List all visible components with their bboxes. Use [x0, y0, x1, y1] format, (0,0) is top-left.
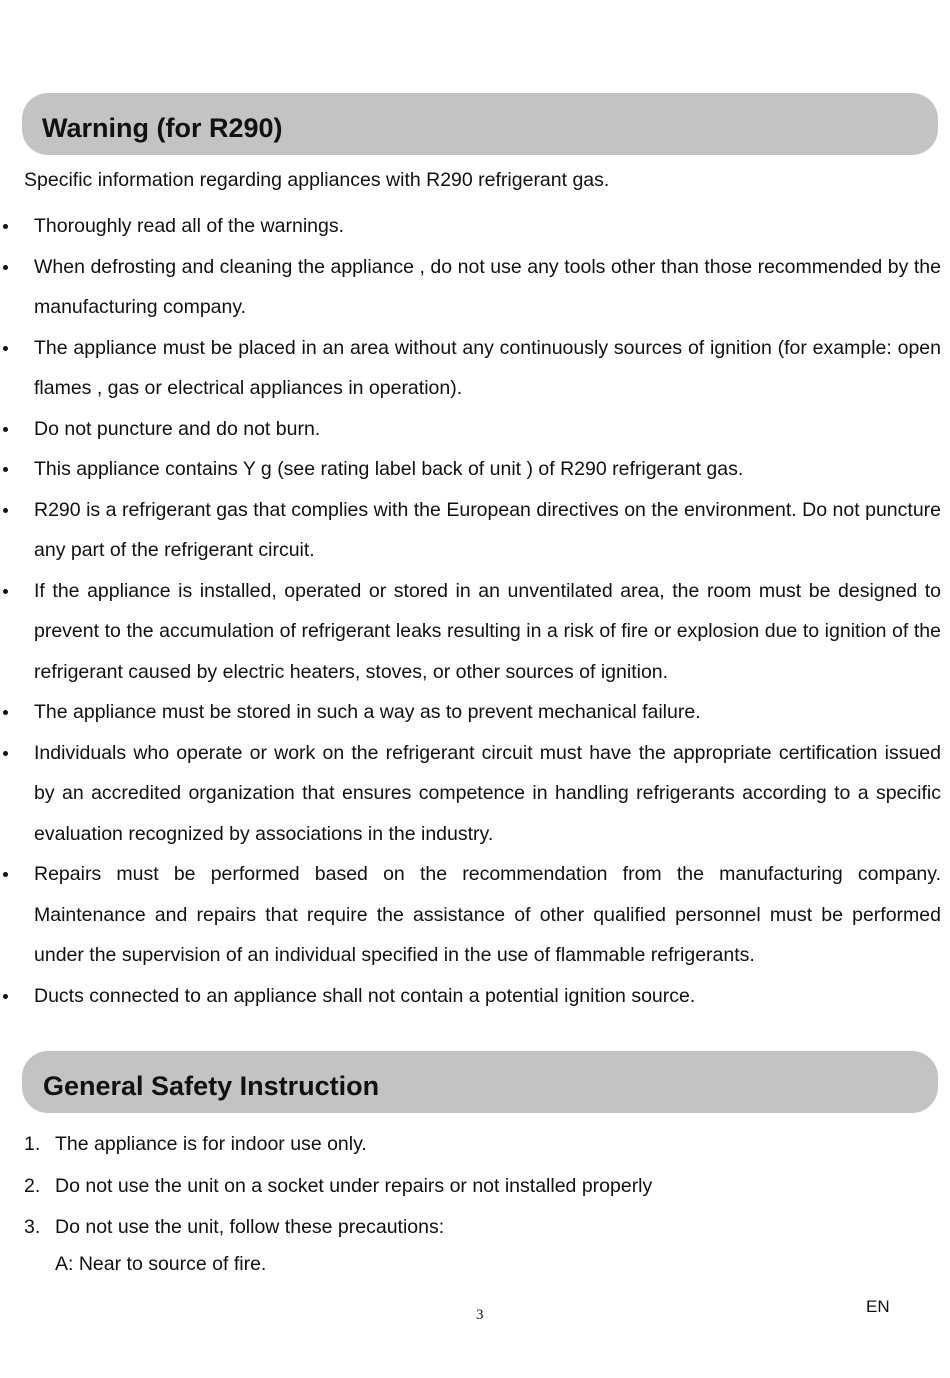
bullet-icon	[3, 751, 8, 756]
warning-item	[0, 449, 941, 490]
safety-item-text: The appliance is for indoor use only.	[55, 1133, 367, 1155]
warning-item-text: The appliance must be stored in such a way as to prevent mechanical failure.	[34, 701, 701, 723]
bullet-icon	[3, 589, 8, 594]
warning-item-text: Thoroughly read all of the warnings.	[34, 215, 345, 237]
bullet-icon	[3, 872, 8, 877]
safety-list	[0, 1124, 950, 1249]
warning-item	[0, 854, 941, 976]
safety-section-title: General Safety Instruction	[43, 1071, 380, 1101]
bullet-icon	[3, 508, 8, 513]
warning-item	[0, 976, 941, 1017]
warning-item	[0, 692, 941, 733]
bullet-icon	[3, 427, 8, 432]
warning-item-text: Ducts connected to an appliance shall not contain a potential ignition source.	[34, 984, 696, 1007]
bullet-icon	[3, 710, 8, 715]
warning-item	[0, 247, 941, 328]
safety-item	[0, 1166, 950, 1208]
warning-item	[0, 206, 941, 247]
warning-item	[0, 571, 941, 693]
warning-item-text: Individuals who operate or work on the refrigerant circuit must have the appropriate certification issued by an accredited organization that ensures competence in handling refrigerants according to a specific evaluation recognized by associations in the industry.	[34, 741, 941, 845]
warning-item-text: R290 is a refrigerant gas that complies with the European directives on the environment. Do not puncture any part of the refrigerant circuit.	[34, 498, 941, 561]
bullet-icon	[3, 224, 8, 229]
warning-item	[0, 733, 941, 855]
warning-item	[0, 490, 941, 571]
warning-item-text: If the appliance is installed, operated or stored in an unventilated area, the room must be designed to prevent to the accumulation of refrigerant leaks resulting in a risk of fire or explosion due to ignition of the refrigerant caused by electric heaters, stoves, or other sources of ignition.	[34, 579, 941, 683]
safety-item	[0, 1207, 950, 1249]
warning-item-text: The appliance must be placed in an area without any continuously sources of ignition (for example: open flames , gas or electrical appliances in operation).	[34, 336, 941, 399]
safety-section-header	[22, 1051, 938, 1113]
item-number: 2.	[24, 1174, 41, 1197]
page-number: 3	[476, 1307, 484, 1323]
warning-section-header	[22, 93, 938, 155]
bullet-icon	[3, 265, 8, 270]
safety-item-text: Do not use the unit, follow these precautions:	[55, 1216, 445, 1238]
warning-item	[0, 409, 941, 450]
item-number: 1.	[24, 1133, 41, 1155]
warning-list	[0, 206, 950, 1016]
warning-section-title: Warning (for R290)	[42, 113, 283, 143]
bullet-icon	[3, 346, 8, 351]
language-code: EN	[866, 1297, 890, 1316]
item-number: 3.	[24, 1216, 41, 1238]
warning-intro: Specific information regarding appliances with R290 refrigerant gas.	[24, 169, 610, 191]
warning-item-text: Do not puncture and do not burn.	[34, 417, 321, 440]
warning-item	[0, 328, 941, 409]
warning-item-text: This appliance contains Y g (see rating label back of unit ) of R290 refrigerant gas.	[34, 458, 744, 480]
bullet-icon	[3, 994, 8, 999]
warning-item-text: When defrosting and cleaning the appliance , do not use any tools other than those recommended by the manufacturing company.	[34, 255, 941, 318]
warning-item-text: Repairs must be performed based on the recommendation from the manufacturing company. Maintenance and repairs that require the assistance of other qualified personnel must be performed under the supervision of an individual specified in the use of flammable refrigerants.	[34, 863, 941, 966]
safety-item-text: Do not use the unit on a socket under repairs or not installed properly	[55, 1174, 653, 1197]
safety-subitem: A: Near to source of fire.	[55, 1253, 267, 1275]
bullet-icon	[3, 467, 8, 472]
safety-item	[0, 1124, 950, 1166]
